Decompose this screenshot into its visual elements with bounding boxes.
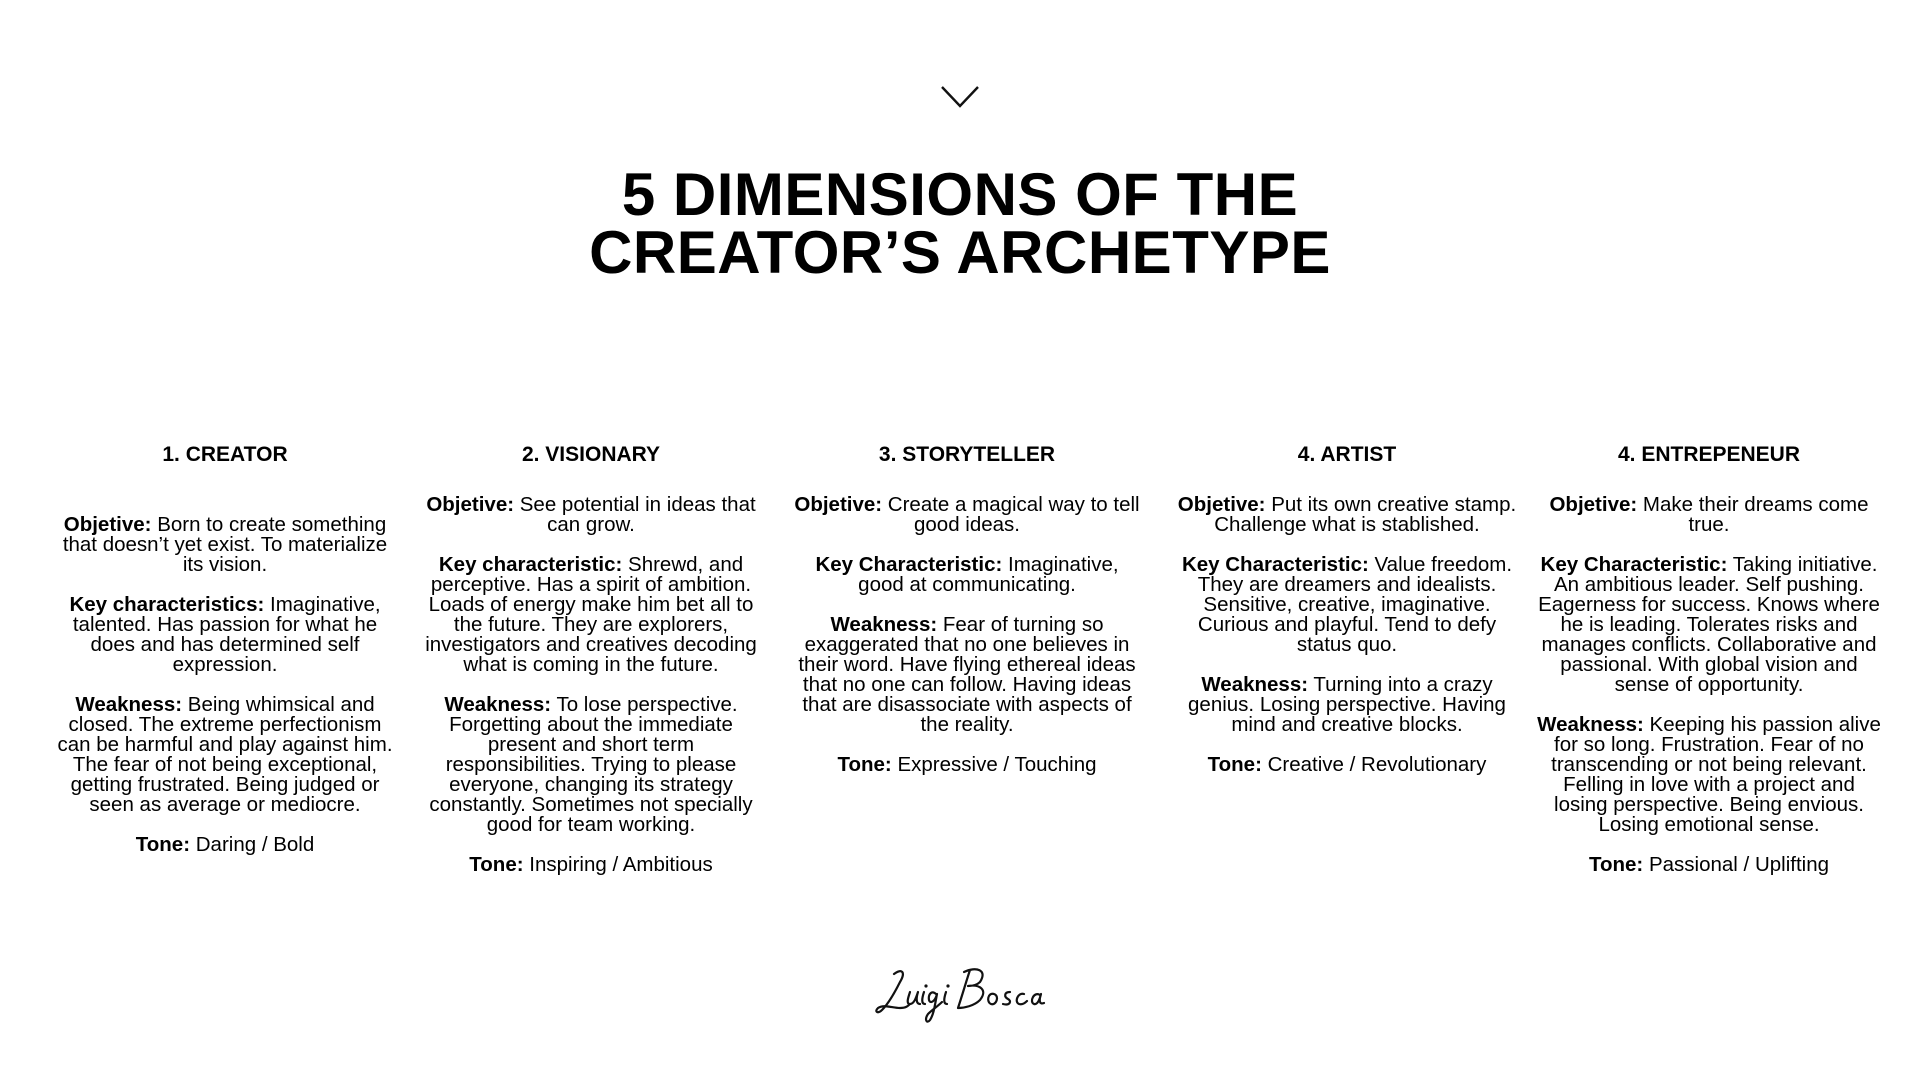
tone-paragraph [1536,855,1882,875]
tone-label: Tone: [135,833,191,856]
key-characteristic-label: Key Characteristic: [1540,553,1728,576]
key-characteristic-paragraph [418,555,764,675]
objective-paragraph [1536,495,1882,535]
objective-label: Objetive: [1177,493,1266,516]
column-body [1536,495,1882,875]
column-heading: 4. ENTREPENEUR [1617,443,1801,466]
archetype-column-creator [52,0,398,1080]
weakness-label: Weakness: [1201,673,1309,696]
objective-text: See potential in ideas that can grow. [519,493,756,536]
tone-paragraph [1174,755,1520,775]
key-characteristic-paragraph [794,555,1140,595]
column-body [418,495,764,875]
objective-text: Create a magical way to tell good ideas. [887,493,1140,536]
key-characteristic-text: Value freedom. They are dreamers and idealists. Sensitive, creative, imaginative. Curious and playful. Tend to defy status quo. [1197,553,1513,656]
archetype-column-artist [1174,0,1520,1080]
weakness-label: Weakness: [444,693,552,716]
weakness-paragraph [794,615,1140,735]
key-characteristic-text: Imaginative, good at communicating. [858,553,1119,596]
key-characteristic-label: Key characteristic: [438,553,623,576]
objective-label: Objetive: [1549,493,1638,516]
weakness-paragraph [1174,675,1520,735]
weakness-text: To lose perspective. Forgetting about the immediate present and short term responsibilities. Trying to please everyone, changing its strategy constantly. Sometimes not specially good for team working. [429,693,753,836]
tone-text: Passional / Uplifting [1648,853,1830,876]
weakness-label: Weakness: [1537,713,1644,736]
weakness-text: Keeping his passion alive for so long. Frustration. Fear of no transcending or not being relevant. Felling in love with a project and losing perspective. Being envious. Losing emotional sense. [1551,713,1881,836]
tone-paragraph [52,835,398,855]
objective-text: Born to create something that doesn’t yet exist. To materialize its vision. [62,513,388,576]
tone-text: Expressive / Touching [897,753,1097,776]
objective-paragraph [794,495,1140,535]
column-body [1174,495,1520,775]
objective-label: Objetive: [794,493,883,516]
archetype-column-entrepeneur [1536,0,1882,1080]
weakness-text: Fear of turning so exaggerated that no one believes in their word. Have flying ethereal ideas that no one can follow. Having ideas that are disassociate with aspects of the reality. [798,613,1136,736]
key-characteristic-label: Key Characteristic: [815,553,1003,576]
objective-text: Put its own creative stamp. Challenge what is stablished. [1214,493,1517,536]
page-title-line-2: CREATOR’S ARCHETYPE [589,219,1331,286]
key-characteristic-paragraph [1174,555,1520,655]
tone-label: Tone: [469,853,524,876]
weakness-paragraph [418,695,764,835]
objective-label: Objetive: [63,513,152,536]
weakness-text: Turning into a crazy genius. Losing perspective. Having mind and creative blocks. [1188,673,1506,736]
objective-text: Make their dreams come true. [1642,493,1869,536]
column-body [52,515,398,855]
weakness-label: Weakness: [75,693,183,716]
column-body [794,495,1140,775]
column-heading: 1. CREATOR [162,443,288,466]
objective-label: Objetive: [426,493,515,516]
key-characteristic-text: Taking initiative. An ambitious leader. Self pushing. Eagerness for success. Knows where he is leading. Tolerates risks and manages conflicts. Collaborative and passional. With global vision and sense of opportunity. [1538,553,1880,696]
key-characteristic-label: Key Characteristic: [1181,553,1369,576]
column-heading: 2. VISIONARY [521,443,661,466]
tone-label: Tone: [837,753,892,776]
objective-paragraph [52,515,398,575]
luigi-bosca-logo [872,962,1054,1026]
tone-paragraph [794,755,1140,775]
tone-text: Creative / Revolutionary [1267,753,1487,776]
tone-text: Inspiring / Ambitious [529,853,713,876]
archetype-column-visionary [418,0,764,1080]
weakness-paragraph [52,695,398,815]
weakness-text: Being whimsical and closed. The extreme perfectionism can be harmful and play against him. The fear of not being exceptional, getting frustrated. Being judged or seen as average or mediocre. [57,693,393,816]
page-title-line-1: 5 DIMENSIONS OF THE [621,161,1299,228]
objective-paragraph [1174,495,1520,535]
tone-text: Daring / Bold [195,833,315,856]
key-characteristic-paragraph [52,595,398,675]
weakness-label: Weakness: [830,613,938,636]
tone-label: Tone: [1207,753,1262,776]
column-heading: 4. ARTIST [1297,443,1397,466]
weakness-paragraph [1536,715,1882,835]
key-characteristic-label: Key characteristics: [69,593,265,616]
archetype-column-storyteller [794,0,1140,1080]
column-heading: 3. STORYTELLER [878,443,1056,466]
objective-paragraph [418,495,764,535]
key-characteristic-text: Shrewd, and perceptive. Has a spirit of ambition. Loads of energy make him bet all to the future. They are explorers, investigators and creatives decoding what is coming in the future. [425,553,757,676]
tone-paragraph [418,855,764,875]
tone-label: Tone: [1588,853,1644,876]
key-characteristic-paragraph [1536,555,1882,695]
key-characteristic-text: Imaginative, talented. Has passion for what he does and has determined self expression. [72,593,381,676]
